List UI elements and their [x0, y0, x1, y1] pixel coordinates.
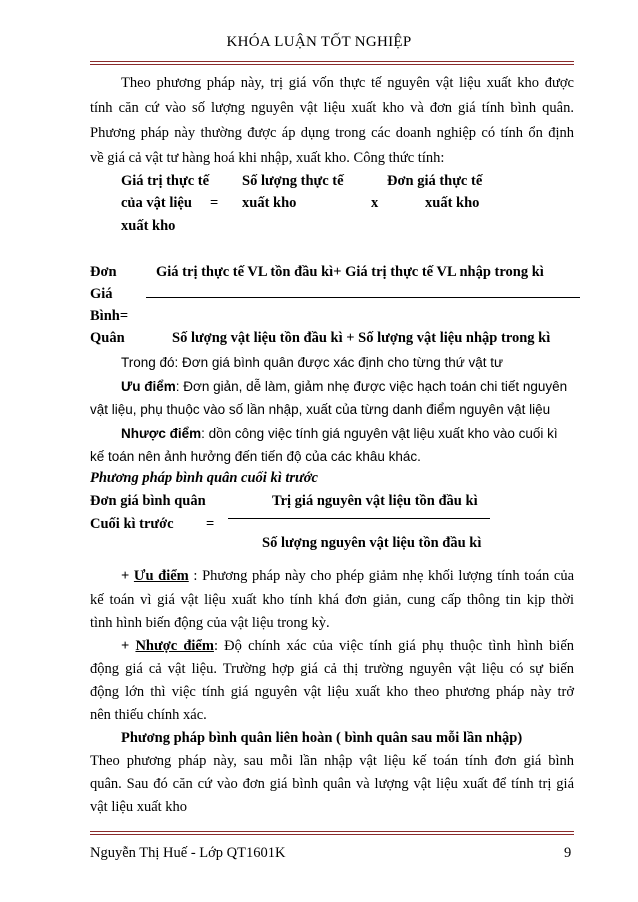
section2-advantage-label: Ưu điểm	[133, 568, 189, 584]
paragraph-line: Theo phương pháp này, trị giá vốn thực tế nguyên vật liệu xuất kho được	[121, 75, 574, 91]
footer-rule	[90, 831, 574, 832]
formula1-equals: =	[210, 195, 219, 211]
formula2-word-1: Đơn	[90, 264, 117, 280]
section2-numerator: Trị giá nguyên vật liệu tồn đầu kì	[272, 493, 478, 509]
formula1-term-c1: Đơn giá thực tế	[387, 173, 483, 189]
section2-disadvantage-line	[121, 637, 574, 655]
section2-advantage-line	[121, 567, 574, 585]
disadvantage-label: Nhược điểm	[121, 426, 202, 441]
footer-author: Nguyễn Thị Huế - Lớp QT1601K	[90, 845, 286, 861]
section2-disadvantage-label: Nhược điểm	[135, 638, 214, 654]
advantage-text: : Đơn giản, dễ làm, giảm nhẹ được việc hạch toán chi tiết nguyên	[175, 379, 568, 394]
formula2-word-3: Bình=	[90, 308, 129, 324]
advantage-line	[121, 378, 567, 396]
header-rule-inner	[90, 64, 574, 65]
formula2-fraction-bar	[146, 297, 580, 298]
formula1-term-a3: xuất kho	[121, 218, 176, 234]
page-header-title: KHÓA LUẬN TỐT NGHIỆP	[226, 34, 412, 50]
paragraph-line: tính căn cứ vào số lượng nguyên vật liệu xuất kho và đơn giá tính bình quân.	[90, 100, 574, 116]
page-number: 9	[564, 845, 572, 861]
formula1-term-a1: Giá trị thực tế	[121, 173, 210, 189]
section2-denominator: Số lượng nguyên vật liệu tồn đầu kì	[262, 535, 482, 551]
formula1-term-b2: xuất kho	[242, 195, 297, 211]
footer-rule-inner	[90, 834, 574, 835]
formula2-denominator: Số lượng vật liệu tồn đầu kì + Số lượng vật liệu nhập trong kì	[172, 330, 551, 346]
formula1-term-a2: của vật liệu	[121, 195, 192, 211]
formula2-word-4: Quân	[90, 330, 125, 346]
paragraph-line: kế toán vì giá vật liệu xuất kho tính khá đơn giản, cung cấp thông tin kịp thời	[90, 592, 574, 608]
disadvantage-line-2: kế toán nên ảnh hưởng đến tiến độ của các khâu khác.	[90, 449, 421, 464]
paragraph-line: quân. Sau đó căn cứ vào đơn giá bình quân và lượng vật liệu xuất để tính trị giá	[90, 776, 574, 792]
note-where: Trong đó: Đơn giá bình quân được xác định cho từng thứ vật tư	[121, 355, 504, 370]
disadvantage-text: : dồn công việc tính giá nguyên vật liệu xuất kho vào cuối kì	[201, 426, 558, 441]
paragraph-line: nên thiếu chính xác.	[90, 707, 207, 723]
section2-left-2: Cuối kì trước	[90, 516, 174, 532]
paragraph-line: động giá cả vật liệu. Trường hợp giá cả thị trường nguyên vật liệu có sự biến	[90, 661, 574, 677]
paragraph-line: vật liệu xuất kho	[90, 799, 188, 815]
paragraph-line: tình hình biến động của vật liệu trong kỳ.	[90, 615, 330, 631]
formula1-term-c2: xuất kho	[425, 195, 480, 211]
section2-title: Phương pháp bình quân cuối kì trước	[90, 470, 318, 486]
formula1-times: x	[371, 195, 379, 211]
formula2-word-2: Giá	[90, 286, 113, 302]
paragraph-line: động lớn thì việc tính giá nguyên vật liệu xuất kho theo phương pháp này trở	[90, 684, 574, 700]
section2-equals: =	[206, 516, 215, 532]
paragraph-line: Phương pháp này thường được áp dụng trong các doanh nghiệp có tính ổn định	[90, 125, 574, 141]
section3-title: Phương pháp bình quân liên hoàn ( bình quân sau mỗi lần nhập)	[121, 730, 523, 746]
advantage-line-2: vật liệu, phụ thuộc vào số lần nhập, xuất của từng danh điểm nguyên vật liệu	[90, 402, 551, 417]
plus-marker: +	[121, 638, 130, 654]
disadvantage-line	[121, 425, 558, 443]
formula1-term-b1: Số lượng thực tế	[242, 173, 344, 189]
advantage-label: Ưu điểm	[121, 379, 176, 394]
section2-left-1: Đơn giá bình quân	[90, 493, 206, 509]
section2-fraction-bar	[228, 518, 490, 519]
paragraph-line: Theo phương pháp này, sau mỗi lần nhập vật liệu kế toán tính đơn giá bình	[90, 753, 574, 769]
section2-disadvantage-text: : Độ chính xác của việc tính giá phụ thuộc tình hình biến	[213, 638, 575, 654]
formula2-numerator: Giá trị thực tế VL tồn đầu kì+ Giá trị thực tế VL nhập trong kì	[156, 264, 544, 280]
section2-advantage-text: : Phương pháp này cho phép giảm nhẹ khối lượng tính toán của	[193, 568, 575, 584]
paragraph-line: về giá cả vật tư hàng hoá khi nhập, xuất kho. Công thức tính:	[90, 150, 445, 166]
plus-marker: +	[121, 568, 130, 584]
